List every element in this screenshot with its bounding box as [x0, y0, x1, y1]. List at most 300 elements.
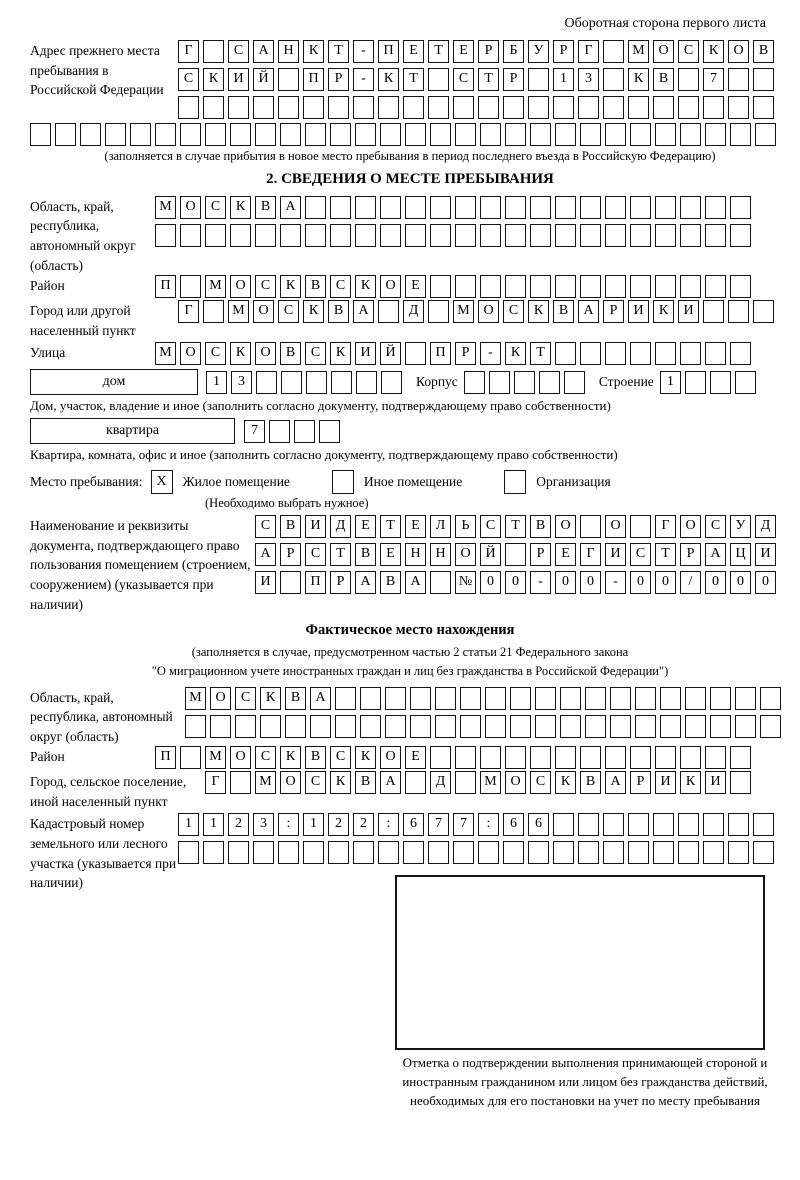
char-cell[interactable] [380, 123, 401, 146]
char-cell[interactable] [356, 371, 377, 394]
char-cell[interactable] [605, 224, 626, 247]
char-cell[interactable]: Ц [730, 543, 751, 566]
char-cell[interactable] [503, 96, 524, 119]
char-cell[interactable] [580, 515, 601, 538]
char-cell[interactable]: 1 [203, 813, 224, 836]
char-cell[interactable]: Д [403, 300, 424, 323]
char-cell[interactable] [455, 746, 476, 769]
char-cell[interactable]: М [255, 771, 276, 794]
char-cell[interactable] [505, 224, 526, 247]
char-cell[interactable]: О [180, 342, 201, 365]
char-cell[interactable]: Р [680, 543, 701, 566]
char-cell[interactable] [630, 342, 651, 365]
char-cell[interactable] [760, 715, 781, 738]
char-cell[interactable] [180, 275, 201, 298]
char-cell[interactable]: М [628, 40, 649, 63]
char-cell[interactable]: Г [578, 40, 599, 63]
char-cell[interactable]: 0 [655, 571, 676, 594]
char-cell[interactable]: - [530, 571, 551, 594]
char-cell[interactable]: : [278, 813, 299, 836]
char-cell[interactable]: П [430, 342, 451, 365]
char-cell[interactable] [335, 715, 356, 738]
char-cell[interactable]: М [453, 300, 474, 323]
char-cell[interactable] [360, 687, 381, 710]
char-cell[interactable] [630, 515, 651, 538]
char-cell[interactable]: Е [403, 40, 424, 63]
char-cell[interactable] [514, 371, 535, 394]
char-cell[interactable] [305, 224, 326, 247]
char-cell[interactable] [753, 96, 774, 119]
char-cell[interactable]: С [278, 300, 299, 323]
char-cell[interactable]: Е [380, 543, 401, 566]
char-cell[interactable]: 0 [755, 571, 776, 594]
char-cell[interactable] [80, 123, 101, 146]
char-cell[interactable] [730, 224, 751, 247]
char-cell[interactable]: С [205, 196, 226, 219]
char-cell[interactable] [753, 300, 774, 323]
char-cell[interactable]: Д [755, 515, 776, 538]
char-cell[interactable] [319, 420, 340, 443]
char-cell[interactable]: К [330, 771, 351, 794]
char-cell[interactable] [730, 746, 751, 769]
char-cell[interactable] [260, 715, 281, 738]
char-cell[interactable] [653, 96, 674, 119]
char-cell[interactable]: 6 [528, 813, 549, 836]
char-cell[interactable] [480, 746, 501, 769]
char-cell[interactable]: 1 [303, 813, 324, 836]
char-cell[interactable]: 6 [403, 813, 424, 836]
char-cell[interactable] [528, 841, 549, 864]
char-cell[interactable]: С [330, 275, 351, 298]
char-cell[interactable]: 1 [178, 813, 199, 836]
char-cell[interactable] [705, 123, 726, 146]
char-cell[interactable]: И [655, 771, 676, 794]
char-cell[interactable] [278, 841, 299, 864]
char-cell[interactable]: 3 [231, 371, 252, 394]
char-cell[interactable] [185, 715, 206, 738]
char-cell[interactable] [655, 275, 676, 298]
char-cell[interactable]: К [230, 196, 251, 219]
char-cell[interactable] [355, 224, 376, 247]
char-cell[interactable]: Т [655, 543, 676, 566]
char-cell[interactable]: 2 [353, 813, 374, 836]
char-cell[interactable] [630, 275, 651, 298]
char-cell[interactable] [253, 96, 274, 119]
char-cell[interactable] [553, 841, 574, 864]
char-cell[interactable] [555, 746, 576, 769]
char-cell[interactable] [453, 96, 474, 119]
char-cell[interactable] [528, 68, 549, 91]
char-cell[interactable]: И [755, 543, 776, 566]
char-cell[interactable] [294, 420, 315, 443]
char-cell[interactable] [510, 715, 531, 738]
char-cell[interactable] [464, 371, 485, 394]
char-cell[interactable] [728, 68, 749, 91]
char-cell[interactable]: Е [555, 543, 576, 566]
char-cell[interactable]: Н [405, 543, 426, 566]
char-cell[interactable] [228, 96, 249, 119]
char-cell[interactable] [305, 123, 326, 146]
char-cell[interactable] [703, 300, 724, 323]
char-cell[interactable] [753, 68, 774, 91]
char-cell[interactable] [430, 196, 451, 219]
char-cell[interactable]: У [528, 40, 549, 63]
char-cell[interactable] [285, 715, 306, 738]
char-cell[interactable]: М [205, 275, 226, 298]
char-cell[interactable]: О [380, 746, 401, 769]
char-cell[interactable] [330, 224, 351, 247]
char-cell[interactable]: С [330, 746, 351, 769]
char-cell[interactable] [385, 687, 406, 710]
char-cell[interactable]: 3 [578, 68, 599, 91]
char-cell[interactable]: 6 [503, 813, 524, 836]
char-cell[interactable] [355, 196, 376, 219]
char-cell[interactable] [505, 746, 526, 769]
char-cell[interactable] [564, 371, 585, 394]
char-cell[interactable] [255, 123, 276, 146]
char-cell[interactable]: П [155, 275, 176, 298]
char-cell[interactable] [460, 687, 481, 710]
char-cell[interactable]: С [228, 40, 249, 63]
char-cell[interactable]: О [680, 515, 701, 538]
char-cell[interactable]: К [653, 300, 674, 323]
char-cell[interactable]: Т [530, 342, 551, 365]
char-cell[interactable]: Т [505, 515, 526, 538]
char-cell[interactable] [480, 224, 501, 247]
char-cell[interactable] [378, 96, 399, 119]
char-cell[interactable] [480, 123, 501, 146]
char-cell[interactable]: - [353, 68, 374, 91]
char-cell[interactable] [485, 715, 506, 738]
char-cell[interactable] [455, 224, 476, 247]
char-cell[interactable]: А [578, 300, 599, 323]
char-cell[interactable] [603, 813, 624, 836]
char-cell[interactable]: Р [478, 40, 499, 63]
char-cell[interactable]: В [553, 300, 574, 323]
char-cell[interactable]: О [280, 771, 301, 794]
char-cell[interactable] [330, 123, 351, 146]
char-cell[interactable] [328, 841, 349, 864]
char-cell[interactable] [180, 123, 201, 146]
char-cell[interactable] [603, 841, 624, 864]
char-cell[interactable]: О [380, 275, 401, 298]
char-cell[interactable] [655, 196, 676, 219]
char-cell[interactable] [703, 96, 724, 119]
char-cell[interactable] [430, 571, 451, 594]
char-cell[interactable] [256, 371, 277, 394]
char-cell[interactable] [578, 813, 599, 836]
char-cell[interactable]: Р [603, 300, 624, 323]
char-cell[interactable] [360, 715, 381, 738]
char-cell[interactable] [605, 275, 626, 298]
char-cell[interactable]: Д [330, 515, 351, 538]
char-cell[interactable] [403, 96, 424, 119]
char-cell[interactable]: С [178, 68, 199, 91]
char-cell[interactable] [510, 687, 531, 710]
char-cell[interactable]: И [628, 300, 649, 323]
char-cell[interactable]: / [680, 571, 701, 594]
char-cell[interactable] [578, 96, 599, 119]
char-cell[interactable]: В [753, 40, 774, 63]
char-cell[interactable] [281, 371, 302, 394]
char-cell[interactable] [428, 300, 449, 323]
char-cell[interactable] [580, 342, 601, 365]
char-cell[interactable]: У [730, 515, 751, 538]
char-cell[interactable] [328, 96, 349, 119]
char-cell[interactable] [585, 715, 606, 738]
char-cell[interactable] [755, 123, 776, 146]
char-cell[interactable] [539, 371, 560, 394]
char-cell[interactable] [610, 715, 631, 738]
checkbox-organization[interactable] [504, 470, 526, 494]
char-cell[interactable]: В [530, 515, 551, 538]
char-cell[interactable] [703, 841, 724, 864]
char-cell[interactable] [580, 275, 601, 298]
char-cell[interactable] [455, 196, 476, 219]
char-cell[interactable]: : [378, 813, 399, 836]
char-cell[interactable] [603, 40, 624, 63]
char-cell[interactable]: О [230, 746, 251, 769]
char-cell[interactable]: 2 [228, 813, 249, 836]
char-cell[interactable] [710, 371, 731, 394]
char-cell[interactable] [730, 123, 751, 146]
char-cell[interactable] [660, 715, 681, 738]
char-cell[interactable] [580, 123, 601, 146]
char-cell[interactable] [430, 275, 451, 298]
char-cell[interactable]: К [230, 342, 251, 365]
char-cell[interactable] [280, 571, 301, 594]
char-cell[interactable]: Г [580, 543, 601, 566]
char-cell[interactable]: О [230, 275, 251, 298]
char-cell[interactable] [405, 342, 426, 365]
char-cell[interactable]: Р [328, 68, 349, 91]
char-cell[interactable]: О [478, 300, 499, 323]
char-cell[interactable] [710, 687, 731, 710]
char-cell[interactable]: С [235, 687, 256, 710]
char-cell[interactable] [453, 841, 474, 864]
char-cell[interactable]: О [180, 196, 201, 219]
char-cell[interactable]: А [605, 771, 626, 794]
char-cell[interactable]: Т [330, 543, 351, 566]
char-cell[interactable]: С [255, 275, 276, 298]
char-cell[interactable] [605, 123, 626, 146]
char-cell[interactable] [30, 123, 51, 146]
char-cell[interactable]: С [305, 543, 326, 566]
char-cell[interactable]: В [653, 68, 674, 91]
char-cell[interactable]: А [353, 300, 374, 323]
char-cell[interactable]: И [605, 543, 626, 566]
char-cell[interactable]: Г [655, 515, 676, 538]
char-cell[interactable] [685, 371, 706, 394]
char-cell[interactable]: О [728, 40, 749, 63]
char-cell[interactable] [235, 715, 256, 738]
char-cell[interactable] [730, 275, 751, 298]
char-cell[interactable]: Й [253, 68, 274, 91]
char-cell[interactable] [55, 123, 76, 146]
char-cell[interactable] [305, 196, 326, 219]
char-cell[interactable] [381, 371, 402, 394]
char-cell[interactable] [353, 841, 374, 864]
char-cell[interactable] [410, 715, 431, 738]
char-cell[interactable] [530, 224, 551, 247]
char-cell[interactable] [635, 715, 656, 738]
char-cell[interactable] [528, 96, 549, 119]
char-cell[interactable] [353, 96, 374, 119]
checkbox-other-premises[interactable] [332, 470, 354, 494]
char-cell[interactable] [628, 841, 649, 864]
char-cell[interactable] [728, 841, 749, 864]
char-cell[interactable]: Р [530, 543, 551, 566]
char-cell[interactable] [678, 96, 699, 119]
char-cell[interactable] [228, 841, 249, 864]
char-cell[interactable] [660, 687, 681, 710]
char-cell[interactable]: № [455, 571, 476, 594]
char-cell[interactable]: К [378, 68, 399, 91]
char-cell[interactable] [735, 687, 756, 710]
char-cell[interactable] [203, 40, 224, 63]
char-cell[interactable]: И [305, 515, 326, 538]
char-cell[interactable] [580, 224, 601, 247]
char-cell[interactable] [605, 746, 626, 769]
char-cell[interactable] [278, 96, 299, 119]
char-cell[interactable] [430, 746, 451, 769]
char-cell[interactable]: К [703, 40, 724, 63]
char-cell[interactable]: С [453, 68, 474, 91]
char-cell[interactable]: В [328, 300, 349, 323]
char-cell[interactable] [178, 841, 199, 864]
char-cell[interactable]: 0 [705, 571, 726, 594]
char-cell[interactable]: О [505, 771, 526, 794]
char-cell[interactable] [653, 813, 674, 836]
char-cell[interactable] [405, 224, 426, 247]
char-cell[interactable]: О [555, 515, 576, 538]
char-cell[interactable]: 7 [453, 813, 474, 836]
char-cell[interactable]: К [203, 68, 224, 91]
char-cell[interactable]: С [255, 515, 276, 538]
char-cell[interactable] [610, 687, 631, 710]
char-cell[interactable]: С [530, 771, 551, 794]
char-cell[interactable] [735, 371, 756, 394]
char-cell[interactable] [753, 813, 774, 836]
char-cell[interactable]: К [303, 40, 324, 63]
char-cell[interactable] [405, 771, 426, 794]
char-cell[interactable]: Т [478, 68, 499, 91]
char-cell[interactable] [555, 342, 576, 365]
char-cell[interactable]: М [155, 342, 176, 365]
char-cell[interactable] [480, 196, 501, 219]
char-cell[interactable] [480, 275, 501, 298]
char-cell[interactable]: Е [405, 275, 426, 298]
char-cell[interactable] [385, 715, 406, 738]
char-cell[interactable]: В [580, 771, 601, 794]
char-cell[interactable] [628, 813, 649, 836]
char-cell[interactable]: О [605, 515, 626, 538]
char-cell[interactable]: - [605, 571, 626, 594]
char-cell[interactable]: М [185, 687, 206, 710]
char-cell[interactable] [753, 841, 774, 864]
char-cell[interactable] [505, 275, 526, 298]
char-cell[interactable] [578, 841, 599, 864]
char-cell[interactable]: Й [380, 342, 401, 365]
char-cell[interactable]: И [228, 68, 249, 91]
char-cell[interactable] [530, 196, 551, 219]
char-cell[interactable]: К [303, 300, 324, 323]
char-cell[interactable] [630, 746, 651, 769]
char-cell[interactable]: 1 [206, 371, 227, 394]
char-cell[interactable] [603, 96, 624, 119]
char-cell[interactable] [269, 420, 290, 443]
char-cell[interactable]: : [478, 813, 499, 836]
char-cell[interactable] [303, 96, 324, 119]
char-cell[interactable] [705, 196, 726, 219]
char-cell[interactable] [255, 224, 276, 247]
char-cell[interactable]: Е [355, 515, 376, 538]
char-cell[interactable]: И [355, 342, 376, 365]
char-cell[interactable] [478, 841, 499, 864]
checkbox-residential-premises[interactable]: X [151, 470, 173, 494]
char-cell[interactable]: А [310, 687, 331, 710]
char-cell[interactable]: В [305, 275, 326, 298]
char-cell[interactable]: И [678, 300, 699, 323]
char-cell[interactable]: И [705, 771, 726, 794]
char-cell[interactable]: М [480, 771, 501, 794]
char-cell[interactable]: К [280, 275, 301, 298]
char-cell[interactable]: О [455, 543, 476, 566]
char-cell[interactable] [230, 771, 251, 794]
char-cell[interactable] [460, 715, 481, 738]
char-cell[interactable]: 1 [553, 68, 574, 91]
char-cell[interactable] [505, 543, 526, 566]
char-cell[interactable] [435, 715, 456, 738]
char-cell[interactable]: М [155, 196, 176, 219]
char-cell[interactable] [705, 275, 726, 298]
char-cell[interactable]: В [280, 515, 301, 538]
char-cell[interactable] [410, 687, 431, 710]
char-cell[interactable] [180, 224, 201, 247]
char-cell[interactable]: 7 [428, 813, 449, 836]
char-cell[interactable]: Е [453, 40, 474, 63]
char-cell[interactable] [678, 68, 699, 91]
char-cell[interactable]: О [253, 300, 274, 323]
char-cell[interactable] [580, 746, 601, 769]
char-cell[interactable] [635, 687, 656, 710]
char-cell[interactable] [628, 96, 649, 119]
char-cell[interactable] [760, 687, 781, 710]
char-cell[interactable]: С [305, 342, 326, 365]
char-cell[interactable]: П [305, 571, 326, 594]
char-cell[interactable]: А [405, 571, 426, 594]
char-cell[interactable]: К [555, 771, 576, 794]
char-cell[interactable]: А [380, 771, 401, 794]
char-cell[interactable] [355, 123, 376, 146]
char-cell[interactable]: Ь [455, 515, 476, 538]
char-cell[interactable]: Р [553, 40, 574, 63]
char-cell[interactable] [505, 123, 526, 146]
char-cell[interactable]: - [480, 342, 501, 365]
char-cell[interactable]: К [280, 746, 301, 769]
char-cell[interactable]: Т [380, 515, 401, 538]
char-cell[interactable]: И [255, 571, 276, 594]
char-cell[interactable]: К [355, 746, 376, 769]
char-cell[interactable] [335, 687, 356, 710]
char-cell[interactable] [105, 123, 126, 146]
char-cell[interactable] [535, 715, 556, 738]
char-cell[interactable] [178, 96, 199, 119]
char-cell[interactable]: К [628, 68, 649, 91]
char-cell[interactable]: О [210, 687, 231, 710]
char-cell[interactable]: Н [278, 40, 299, 63]
char-cell[interactable] [430, 224, 451, 247]
